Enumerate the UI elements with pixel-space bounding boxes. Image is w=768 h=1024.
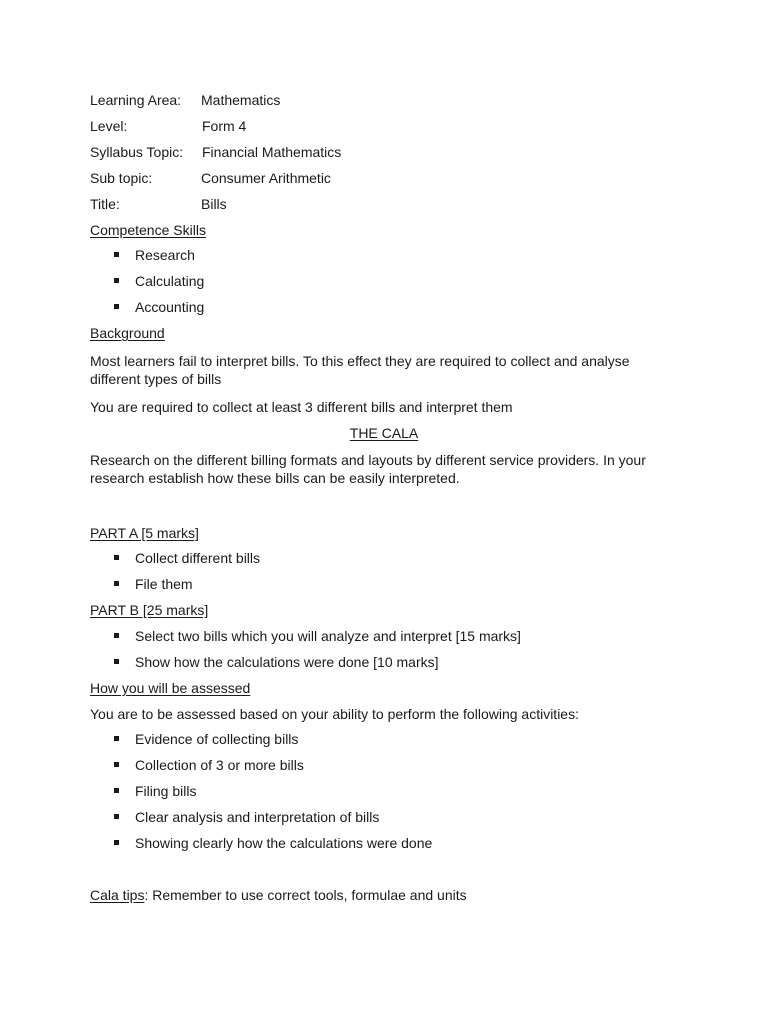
list-item: Showing clearly how the calculations were done bbox=[135, 835, 433, 851]
background-heading: Background bbox=[90, 325, 165, 341]
cala-tips-text: Remember to use correct tools, formulae and units bbox=[148, 887, 467, 903]
list-item: Accounting bbox=[135, 299, 205, 315]
learning-area-value: Mathematics bbox=[201, 92, 281, 108]
title-value: Bills bbox=[201, 196, 227, 212]
assessment-heading: How you will be assessed bbox=[90, 680, 251, 696]
bullet-icon bbox=[114, 736, 119, 741]
learning-area-label: Learning Area: bbox=[90, 92, 182, 108]
list-item: Calculating bbox=[135, 273, 205, 289]
bullet-icon bbox=[114, 814, 119, 819]
syllabus-topic-value: Financial Mathematics bbox=[202, 144, 342, 160]
cala-tips bbox=[90, 886, 467, 904]
cala-heading-text: THE CALA bbox=[349, 425, 419, 441]
list-item: File them bbox=[135, 576, 193, 592]
assessment-intro: You are to be assessed based on your ability to perform the following activities: bbox=[90, 706, 579, 722]
background-instruction: You are required to collect at least 3 different bills and interpret them bbox=[90, 399, 513, 415]
level-label: Level: bbox=[90, 118, 128, 134]
bullet-icon bbox=[114, 788, 119, 793]
cala-tips-colon: : bbox=[144, 887, 149, 903]
list-item: Clear analysis and interpretation of bills bbox=[135, 809, 380, 825]
background-paragraph: Most learners fail to interpret bills. To this effect they are required to collect and analyse different types of bills bbox=[90, 353, 630, 387]
bullet-icon bbox=[114, 840, 119, 845]
bullet-icon bbox=[114, 633, 119, 638]
cala-tips-label: Cala tips bbox=[90, 887, 145, 903]
bullet-icon bbox=[114, 581, 119, 586]
part-b-heading: PART B [25 marks] bbox=[90, 602, 209, 618]
bullet-icon bbox=[114, 252, 119, 257]
list-item: Filing bills bbox=[135, 783, 197, 799]
cala-paragraph: Research on the different billing formats and layouts by different service providers. In your research establish how these bills can be easily interpreted. bbox=[90, 452, 646, 486]
level-value: Form 4 bbox=[202, 118, 247, 134]
sub-topic-value: Consumer Arithmetic bbox=[201, 170, 331, 186]
syllabus-topic-label: Syllabus Topic: bbox=[90, 144, 184, 160]
bullet-icon bbox=[114, 659, 119, 664]
title-label: Title: bbox=[90, 196, 120, 212]
bullet-icon bbox=[114, 555, 119, 560]
list-item: Research bbox=[135, 247, 195, 263]
list-item: Select two bills which you will analyze and interpret [15 marks] bbox=[135, 628, 521, 644]
bullet-icon bbox=[114, 304, 119, 309]
list-item: Collect different bills bbox=[135, 550, 261, 566]
competence-skills-heading: Competence Skills bbox=[90, 222, 206, 238]
list-item: Evidence of collecting bills bbox=[135, 731, 299, 747]
list-item: Show how the calculations were done [10 marks] bbox=[135, 654, 439, 670]
bullet-icon bbox=[114, 278, 119, 283]
bullet-icon bbox=[114, 762, 119, 767]
list-item: Collection of 3 or more bills bbox=[135, 757, 304, 773]
part-a-heading: PART A [5 marks] bbox=[90, 525, 199, 541]
cala-heading bbox=[0, 424, 768, 442]
sub-topic-label: Sub topic: bbox=[90, 170, 153, 186]
